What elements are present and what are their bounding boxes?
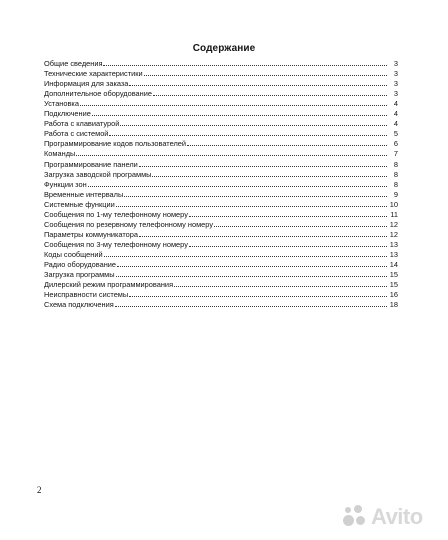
dot-leader [139, 166, 387, 167]
toc-entry [44, 249, 398, 259]
dot-leader [76, 155, 387, 156]
toc-entry-page: 3 [393, 59, 398, 69]
toc-entry [44, 169, 398, 179]
dot-leader [189, 216, 387, 217]
toc-entry [44, 279, 398, 289]
toc-entry [44, 98, 398, 108]
toc-entry-page: 14 [389, 259, 398, 269]
toc-entry-label: Загрузка заводской программы [44, 169, 152, 179]
toc-entry-page: 4 [393, 119, 398, 129]
dot-leader [189, 246, 387, 247]
watermark-text: Avito [371, 504, 423, 529]
page-number: 2 [37, 485, 42, 495]
dot-leader [174, 286, 387, 287]
toc-entry-label: Сообщения по 1-му телефонному номеру [44, 209, 188, 219]
toc-entry-page: 7 [393, 149, 398, 159]
toc-entry-label: Коды сообщений [44, 249, 103, 259]
toc-entry-label: Общие сведения [44, 59, 103, 69]
dot-leader [187, 145, 387, 146]
dot-leader [115, 306, 387, 307]
dot-leader [117, 266, 387, 267]
toc-entry-label: Системные функции [44, 199, 115, 209]
dot-leader [109, 135, 387, 136]
dot-leader [214, 226, 387, 227]
toc-entry [44, 189, 398, 199]
toc-entry-page: 13 [389, 249, 398, 259]
toc-entry-page: 3 [393, 89, 398, 99]
dot-leader [88, 186, 387, 187]
toc-entry [44, 78, 398, 88]
toc-entry-label: Временные интервалы [44, 189, 124, 199]
toc-entry-page: 6 [393, 139, 398, 149]
toc-entry-page: 18 [389, 300, 398, 310]
avito-logo-icon [341, 504, 367, 530]
toc-entry-label: Радио оборудование [44, 259, 117, 269]
toc-entry-page: 5 [393, 129, 398, 139]
toc-list [44, 58, 398, 309]
toc-entry-page: 12 [389, 229, 398, 239]
dot-leader [153, 95, 387, 96]
toc-entry-page: 13 [389, 239, 398, 249]
toc-entry [44, 299, 398, 309]
toc-entry-page: 15 [389, 280, 398, 290]
toc-entry-label: Подключение [44, 109, 91, 119]
toc-entry [44, 179, 398, 189]
toc-entry-label: Загрузка программы [44, 270, 115, 280]
toc-entry-label: Программирование панели [44, 159, 138, 169]
toc-entry-label: Неисправности системы [44, 290, 129, 300]
toc-entry [44, 239, 398, 249]
toc-entry [44, 158, 398, 168]
toc-entry [44, 108, 398, 118]
toc-entry-page: 16 [389, 290, 398, 300]
toc-entry-label: Сообщения по 3-му телефонному номеру [44, 239, 188, 249]
toc-entry [44, 209, 398, 219]
dot-leader [139, 236, 387, 237]
toc-entry-label: Дилерский режим программирования [44, 280, 174, 290]
dot-leader [116, 276, 387, 277]
toc-entry [44, 148, 398, 158]
toc-entry [44, 88, 398, 98]
toc-entry-page: 15 [389, 270, 398, 280]
toc-entry-page: 8 [393, 169, 398, 179]
toc-entry-page: 11 [390, 209, 398, 219]
toc-entry-label: Функции зон [44, 179, 87, 189]
dot-leader [120, 125, 387, 126]
toc-entry-label: Технические характеристики [44, 69, 143, 79]
toc-entry [44, 58, 398, 68]
dot-leader [129, 85, 387, 86]
dot-leader [80, 105, 387, 106]
dot-leader [92, 115, 387, 116]
toc-entry-label: Программирование кодов пользователей [44, 139, 186, 149]
toc-entry-page: 4 [393, 99, 398, 109]
toc-entry-page: 4 [393, 109, 398, 119]
dot-leader [124, 196, 387, 197]
toc-entry-label: Установка [44, 99, 79, 109]
toc-entry [44, 118, 398, 128]
toc-entry [44, 128, 398, 138]
toc-entry-label: Дополнительное оборудование [44, 89, 152, 99]
toc-entry-page: 3 [393, 79, 398, 89]
toc-entry-page: 3 [393, 69, 398, 79]
toc-entry-label: Работа с системой [44, 129, 109, 139]
toc-entry-page: 12 [389, 219, 398, 229]
dot-leader [103, 65, 387, 66]
toc-entry-page: 8 [393, 159, 398, 169]
toc-entry [44, 219, 398, 229]
toc-entry [44, 199, 398, 209]
toc-entry [44, 289, 398, 299]
toc-entry [44, 68, 398, 78]
toc-entry-label: Работа с клавиатурой [44, 119, 120, 129]
toc-entry-label: Параметры коммуникатора [44, 229, 139, 239]
toc-title: Содержание [192, 43, 256, 54]
dot-leader [129, 296, 387, 297]
toc-entry-label: Сообщения по резервному телефонному номеру [44, 219, 214, 229]
dot-leader [144, 75, 387, 76]
toc-entry-label: Информация для заказа [44, 79, 129, 89]
toc-entry-page: 8 [393, 179, 398, 189]
toc-entry [44, 138, 398, 148]
dot-leader [116, 206, 387, 207]
toc-entry-label: Схема подключения [44, 300, 114, 310]
dot-leader [152, 176, 387, 177]
toc-entry-page: 9 [393, 189, 398, 199]
toc-entry-page: 10 [389, 199, 398, 209]
dot-leader [104, 256, 387, 257]
toc-entry [44, 269, 398, 279]
toc-entry-label: Команды [44, 149, 76, 159]
avito-watermark [341, 504, 423, 530]
toc-entry [44, 259, 398, 269]
toc-entry [44, 229, 398, 239]
